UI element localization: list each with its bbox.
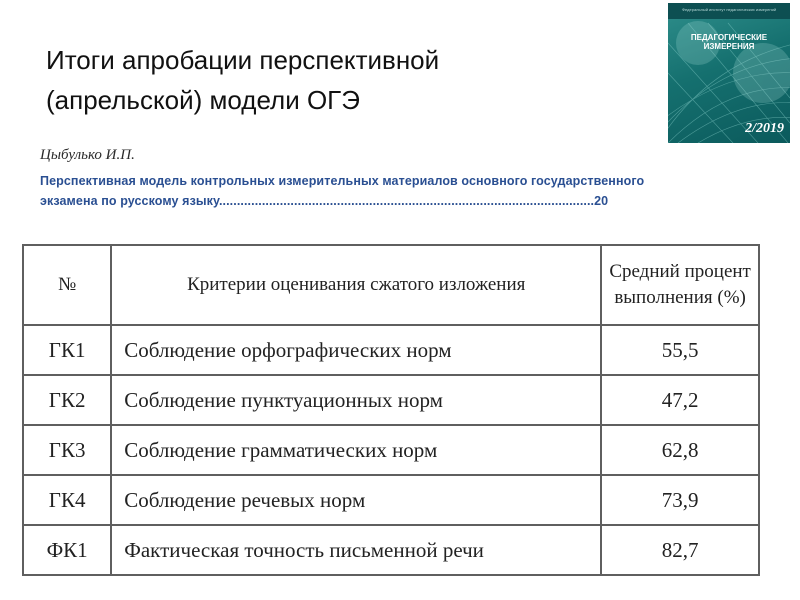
- row-percent: 82,7: [601, 525, 759, 575]
- table-row: [23, 375, 759, 425]
- header-percent-line-2: выполнения (%): [614, 287, 746, 308]
- cover-name-line-2: ИЗМЕРЕНИЯ: [703, 42, 755, 51]
- row-code: ГК3: [23, 425, 111, 475]
- row-criterion: Соблюдение орфографических норм: [111, 325, 601, 375]
- row-criterion: Соблюдение речевых норм: [111, 475, 601, 525]
- table-row: [23, 475, 759, 525]
- header-number: №: [23, 245, 111, 325]
- row-criterion: Фактическая точность письменной речи: [111, 525, 601, 575]
- journal-cover-image: [668, 3, 790, 143]
- row-criterion: Соблюдение пунктуационных норм: [111, 375, 601, 425]
- table-row: [23, 425, 759, 475]
- header-percent-line-1: Средний процент: [609, 261, 751, 282]
- article-title-line-1: Перспективная модель контрольных измерительных материалов основного государственного: [40, 174, 645, 188]
- cover-issue-number: 2/2019: [745, 121, 784, 136]
- row-percent: 73,9: [601, 475, 759, 525]
- table-row: [23, 325, 759, 375]
- table-header-row: [23, 245, 759, 325]
- cover-name-line-1: ПЕДАГОГИЧЕСКИЕ: [690, 33, 768, 42]
- cover-journal-name: [672, 33, 786, 51]
- row-percent: 55,5: [601, 325, 759, 375]
- row-code: ГК2: [23, 375, 111, 425]
- article-author: Цыбулько И.П.: [40, 147, 135, 163]
- row-percent: 47,2: [601, 375, 759, 425]
- cover-strip-text: Федеральный институт педагогических измерений: [682, 7, 776, 12]
- header-percent: [601, 245, 759, 325]
- row-percent: 62,8: [601, 425, 759, 475]
- row-code: ФК1: [23, 525, 111, 575]
- table-row: [23, 525, 759, 575]
- row-criterion: Соблюдение грамматических норм: [111, 425, 601, 475]
- article-title: [40, 171, 720, 211]
- slide-title-line-2: (апрельской) модели ОГЭ: [46, 85, 360, 115]
- row-code: ГК1: [23, 325, 111, 375]
- article-title-line-2: экзамена по русскому языку.........................................................................................................20: [40, 194, 609, 208]
- slide-title-line-1: Итоги апробации перспективной: [46, 45, 440, 75]
- criteria-table: [22, 244, 760, 576]
- row-code: ГК4: [23, 475, 111, 525]
- header-criteria: Критерии оценивания сжатого изложения: [111, 245, 601, 325]
- slide-title: [46, 40, 606, 120]
